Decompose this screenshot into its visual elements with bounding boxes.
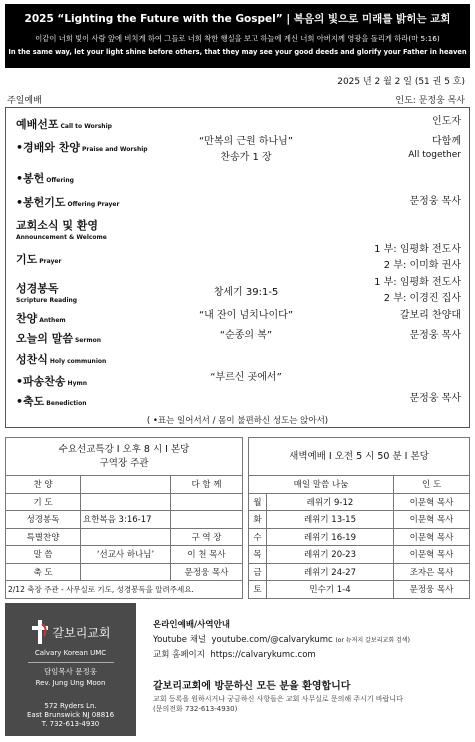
online-title: 온라인예배/사역안내 [153, 620, 231, 630]
item-offering: •봉헌 Offering [16, 172, 74, 185]
praise-leader-en: All together [408, 150, 461, 160]
benediction-pastor: 문정웅 목사 [409, 393, 461, 404]
standing-note: ( •표는 일어서서 / 몸이 불편하신 성도는 앉아서) [146, 416, 329, 426]
praise-leader: 다함께 [432, 136, 461, 147]
table-row: 기 도 월 레위기 9-12 이문혁 목사 [6, 493, 470, 511]
item-anthem: 찬양 Anthem [16, 312, 66, 325]
scripture-passage: 창세기 39:1-5 [213, 287, 279, 298]
bulletin-date: 2025 년 2 월 2 일 (51 권 5 호) [337, 77, 465, 87]
item-hymn: •파송찬송 Hymn [16, 375, 88, 388]
church-name-en: Calvary Korean UMC [34, 649, 107, 657]
pastor-en: Rev. Jung Ung Moon [35, 679, 106, 687]
church-phone: T. 732-613-4930 [41, 720, 100, 728]
sermon-title: “순종의 복” [219, 330, 273, 341]
wednesday-header: 수요선교특강 I 오후 8 시 I 본당 구역장 주관 [6, 438, 243, 476]
anthem-title: “내 잔이 넘치나이다” [199, 310, 293, 321]
pastor-ko: 담임목사 문정웅 [43, 667, 98, 676]
item-prayer: 기도 Prayer [16, 253, 62, 266]
prayer-leader-2: 2 부: 이미화 권사 [383, 260, 461, 271]
divider [28, 662, 114, 663]
banner-title: 2025 “Lighting the Future with the Gospel” | 복음의 빛으로 미래를 밝히는 교회 [24, 13, 451, 25]
footer [5, 603, 470, 738]
cross-logo-icon [31, 620, 49, 644]
service-title: 주일예배 [7, 96, 42, 106]
item-communion: 성찬식 Holy communion [16, 353, 107, 366]
order-of-worship [5, 108, 470, 428]
table-row: 축 도 문정웅 목사 금 레위기 24-27 조자은 목사 [6, 563, 470, 581]
reading-leader-1: 1 부: 임평화 전도사 [374, 277, 461, 288]
youtube-link[interactable]: youtube.com/@calvarykumc [211, 635, 333, 645]
item-sermon: 오늘의 말씀 Sermon [16, 332, 101, 345]
item-praise: •경배와 찬양 Praise and Worship [16, 141, 148, 154]
offering-hymn: 찬송가 1 장 [220, 152, 272, 163]
homepage-link[interactable]: https://calvarykumc.com [210, 650, 316, 660]
sermon-preacher: 문정웅 목사 [409, 330, 461, 341]
hymn-title: “부르신 곳에서” [210, 372, 282, 383]
item-scripture-reading: 성경봉독 Scripture Reading [16, 282, 78, 304]
address-line-2: East Brunswick NJ 08816 [26, 711, 115, 719]
banner-verse-ko: 이같이 너희 빛이 사람 앞에 비치게 하여 그들로 너희 착한 행실을 보고 하늘에 계신 너희 아버지께 영광을 돌리게 하라(마 5:16) [35, 34, 440, 43]
church-logo-name: 갈보리교회 [52, 625, 111, 640]
item-benediction: •축도 Benediction [16, 395, 87, 408]
church-logo-panel [5, 603, 136, 736]
welcome-heading: 갈보리교회에 방문하신 모든 분을 환영합니다 [153, 681, 351, 692]
table-row: 특별찬양 구 역 장 수 레위기 16-19 이문혁 목사 [6, 528, 470, 546]
anthem-choir: 갈보리 찬양대 [399, 310, 461, 321]
header-banner [5, 4, 470, 68]
item-call-to-worship: 예배선포 Call to Worship [16, 118, 112, 131]
service-preacher: 인도: 문정웅 목사 [395, 96, 465, 106]
item-offering-prayer: •봉헌기도 Offering Prayer [16, 196, 120, 209]
banner-verse-en: In the same way, let your light shine before others, that they may see your good deeds and glorify your Father in heaven [8, 48, 467, 56]
praise-song: “만복의 근원 하나님” [199, 136, 293, 147]
office-phone: (문의전화 732-613-4930) [153, 705, 238, 713]
contact-info [153, 618, 468, 714]
wednesday-note: 2/12 축장 주관 - 사무실로 기도, 성경봉독을 알려주세요. [6, 581, 243, 599]
welcome-note: 교회 등록을 원하시거나 궁금하신 사항들은 교회 사무실로 문의해 주시기 바랍니다 [153, 695, 403, 703]
call-leader: 인도자 [432, 116, 461, 127]
item-announcement: 교회소식 및 환영 Announcement & Welcome [16, 219, 107, 241]
table-row: 성경봉독 요한복음 3:16-17 화 레위기 13-15 이문혁 목사 [6, 511, 470, 529]
table-row: 찬 양 다 함 께 매일 말씀 나눔 인 도 [6, 476, 470, 494]
offering-prayer-leader: 문정웅 목사 [409, 196, 461, 207]
reading-leader-2: 2 부: 이경진 집사 [383, 293, 461, 304]
youtube-line: Youtube 채널 youtube.com/@calvarykumc (or 뉴저지 갈보리교회 검색) [153, 635, 410, 645]
address-line-1: 572 Ryders Ln. [44, 702, 97, 710]
dawn-header: 새벽예배 I 오전 5 시 50 분 I 본당 [249, 438, 470, 476]
homepage-line: 교회 홈페이지 https://calvarykumc.com [153, 650, 316, 660]
schedule-table [5, 437, 470, 599]
table-row: 말 씀 ‘선교사 하나님’ 이 천 목사 목 레위기 20-23 이문혁 목사 [6, 546, 470, 564]
prayer-leader-1: 1 부: 임평화 전도사 [374, 244, 461, 255]
table-row: 2/12 축장 주관 - 사무실로 기도, 성경봉독을 알려주세요. 토 민수기 1-4 문정웅 목사 [6, 581, 470, 599]
